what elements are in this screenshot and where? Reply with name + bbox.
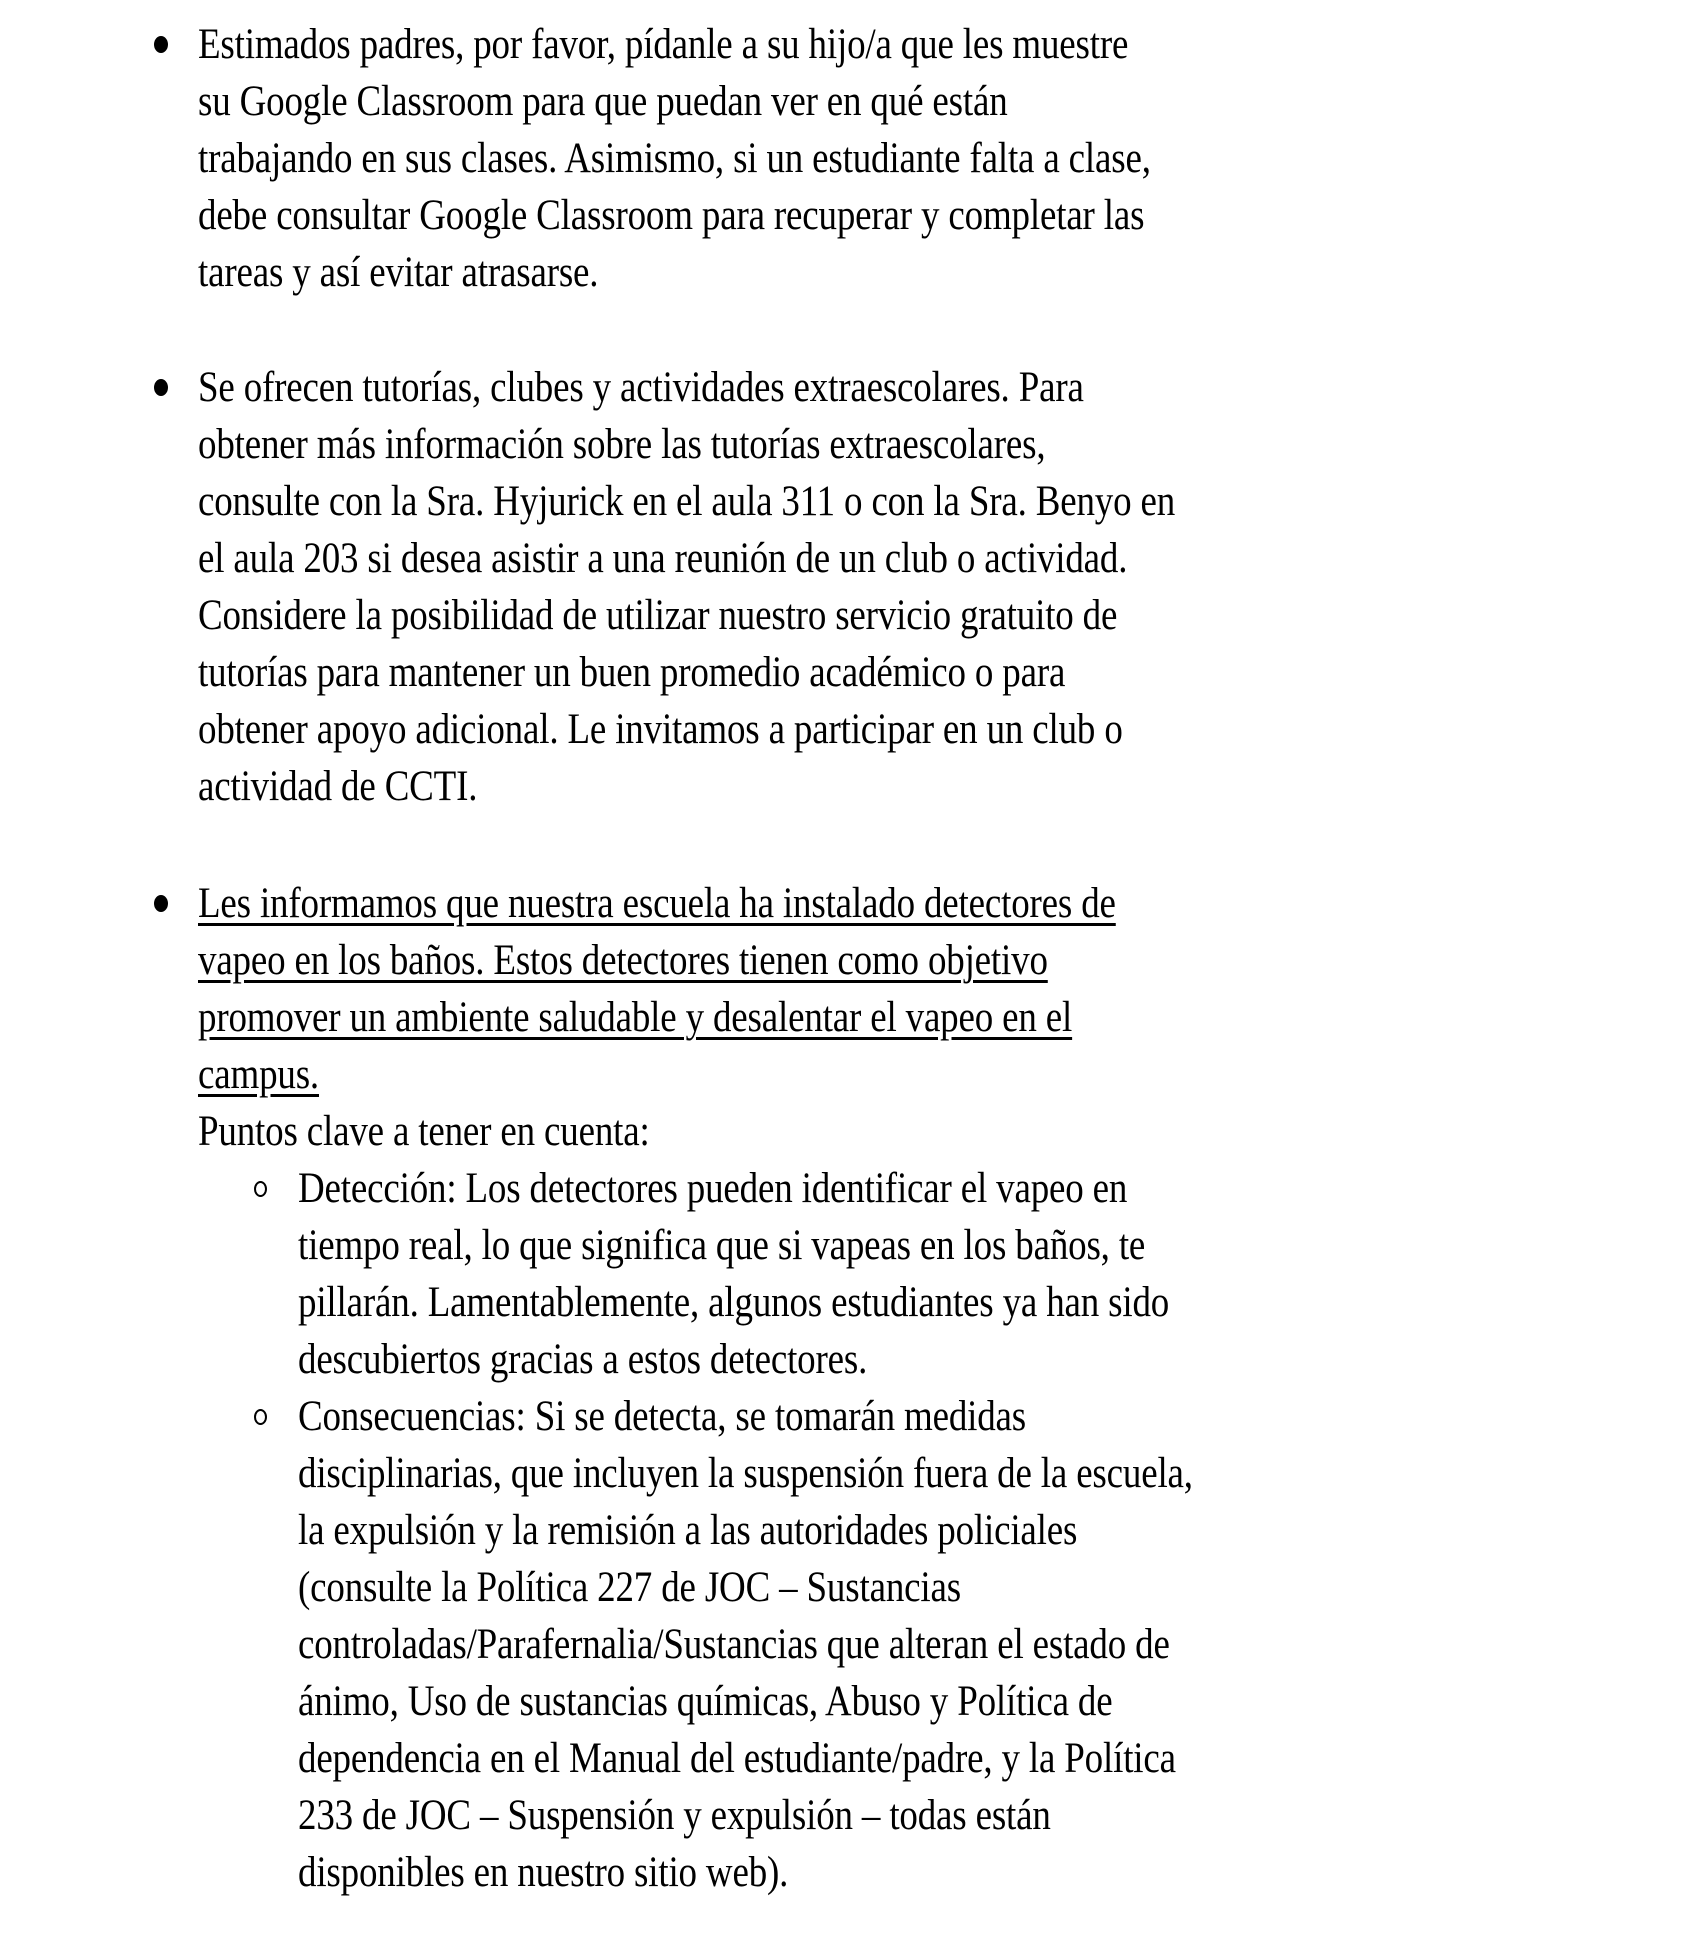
- text-line: Consecuencias: Si se detecta, se tomarán medidas: [298, 1393, 1027, 1440]
- text-line: actividad de CCTI.: [198, 763, 478, 810]
- text-line: dependencia en el Manual del estudiante/padre, y la Política: [298, 1735, 1176, 1782]
- text-line: su Google Classroom para que puedan ver en qué están: [198, 78, 1008, 125]
- text-line: disciplinarias, que incluyen la suspensión fuera de la escuela,: [298, 1450, 1193, 1497]
- text-line: tareas y así evitar atrasarse.: [198, 249, 599, 296]
- text-line: descubiertos gracias a estos detectores.: [298, 1336, 868, 1383]
- text-line: ánimo, Uso de sustancias químicas, Abuso y Política de: [298, 1678, 1113, 1725]
- underlined-text-line: campus.: [198, 1051, 320, 1098]
- text-line: obtener más información sobre las tutorías extraescolares,: [198, 421, 1046, 468]
- text-line: Detección: Los detectores pueden identificar el vapeo en: [298, 1165, 1128, 1212]
- text-line: Considere la posibilidad de utilizar nuestro servicio gratuito de: [198, 592, 1118, 639]
- text-line: controladas/Parafernalia/Sustancias que alteran el estado de: [298, 1621, 1170, 1668]
- bullet-icon: [154, 36, 168, 53]
- text-line: obtener apoyo adicional. Le invitamos a participar en un club o: [198, 706, 1123, 753]
- sub-bullet-icon: [254, 1181, 267, 1197]
- text-line: el aula 203 si desea asistir a una reunión de un club o actividad.: [198, 535, 1128, 582]
- text-line: pillarán. Lamentablemente, algunos estudiantes ya han sido: [298, 1279, 1170, 1326]
- underlined-text-line: promover un ambiente saludable y desalentar el vapeo en el: [198, 994, 1073, 1041]
- text-line: disponibles en nuestro sitio web).: [298, 1849, 789, 1896]
- text-line: Se ofrecen tutorías, clubes y actividades extraescolares. Para: [198, 364, 1084, 411]
- text-line: tiempo real, lo que significa que si vapeas en los baños, te: [298, 1222, 1146, 1269]
- text-line: trabajando en sus clases. Asimismo, si un estudiante falta a clase,: [198, 135, 1151, 182]
- text-line: debe consultar Google Classroom para recuperar y completar las: [198, 192, 1145, 239]
- text-line: Estimados padres, por favor, pídanle a su hijo/a que les muestre: [198, 21, 1129, 68]
- underlined-text-line: vapeo en los baños. Estos detectores tienen como objetivo: [198, 937, 1048, 984]
- text-line: consulte con la Sra. Hyjurick en el aula 311 o con la Sra. Benyo en: [198, 478, 1176, 525]
- text-line: tutorías para mantener un buen promedio académico o para: [198, 649, 1066, 696]
- bullet-icon: [154, 379, 168, 396]
- bullet-icon: [154, 895, 168, 912]
- key-points-label: Puntos clave a tener en cuenta:: [198, 1108, 650, 1155]
- text-line: 233 de JOC – Suspensión y expulsión – todas están: [298, 1792, 1051, 1839]
- underlined-text-line: Les informamos que nuestra escuela ha instalado detectores de: [198, 880, 1116, 927]
- text-line: la expulsión y la remisión a las autoridades policiales: [298, 1507, 1078, 1554]
- sub-bullet-icon: [254, 1409, 267, 1425]
- text-line: (consulte la Política 227 de JOC – Sustancias: [298, 1564, 961, 1611]
